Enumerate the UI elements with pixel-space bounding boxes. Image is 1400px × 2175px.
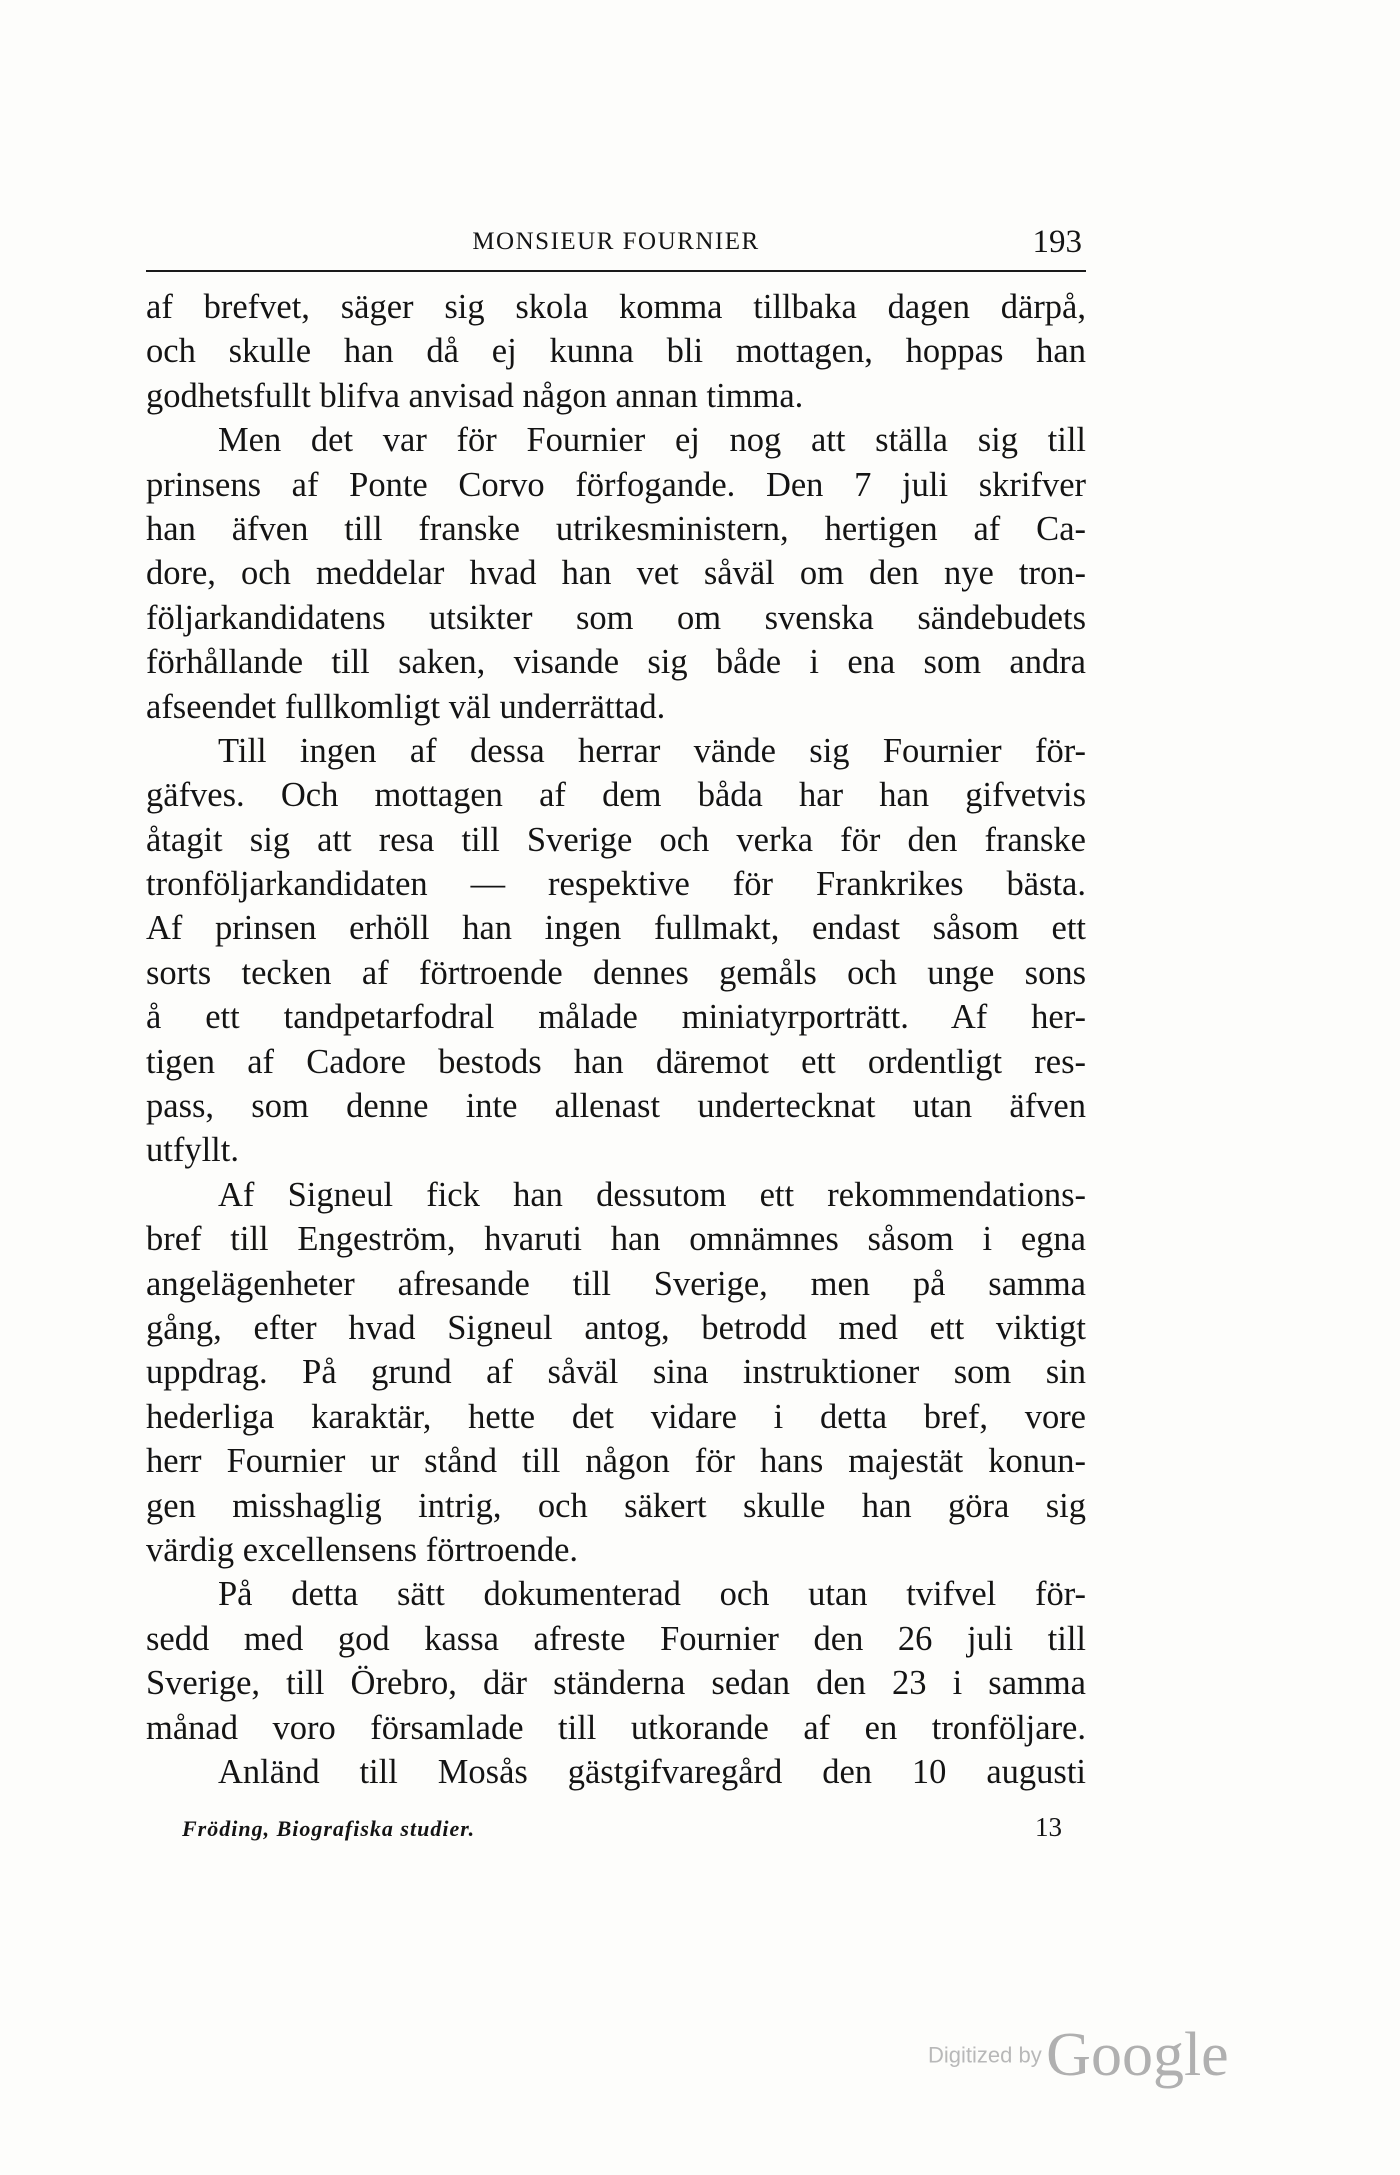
text-line: angelägenheter afresande till Sverige, men på samma: [146, 1264, 1086, 1303]
running-head-title: MONSIEUR FOURNIER: [472, 228, 760, 255]
running-header: [146, 222, 1086, 272]
text-line: Men det var för Fournier ej nog att ställa sig till: [218, 421, 1086, 460]
page-number: 193: [1032, 224, 1082, 260]
text-line: tigen af Cadore bestods han däremot ett ordentligt res-: [146, 1042, 1086, 1081]
google-logo: Google: [1046, 2021, 1229, 2089]
watermark-prefix: Digitized by: [928, 2042, 1042, 2068]
text-line: han äfven till franske utrikesministern, hertigen af Ca-: [146, 509, 1086, 548]
text-line: sedd med god kassa afreste Fournier den 26 juli till: [146, 1619, 1086, 1658]
text-line: dore, och meddelar hvad han vet såväl om den nye tron-: [146, 554, 1086, 593]
text-line: herr Fournier ur stånd till någon för hans majestät konun-: [146, 1442, 1086, 1481]
text-line: bref till Engeström, hvaruti han omnämnes såsom i egna: [146, 1220, 1086, 1259]
text-line: åtagit sig att resa till Sverige och verka för den franske: [146, 820, 1086, 859]
page-footer: [182, 1812, 1062, 1852]
text-line: gång, efter hvad Signeul antog, betrodd med ett viktigt: [146, 1308, 1086, 1347]
text-line: pass, som denne inte allenast undertecknat utan äfven: [146, 1087, 1086, 1126]
text-line: På detta sätt dokumenterad och utan tvifvel för-: [218, 1575, 1086, 1614]
text-line: uppdrag. På grund af såväl sina instruktioner som sin: [146, 1353, 1086, 1392]
text-line: godhetsfullt blifva anvisad någon annan timma.: [146, 376, 804, 415]
text-line: af brefvet, säger sig skola komma tillbaka dagen därpå,: [146, 288, 1086, 326]
text-line: och skulle han då ej kunna bli mottagen, hoppas han: [146, 332, 1086, 371]
text-line: prinsens af Ponte Corvo förfogande. Den 7 juli skrifver: [146, 465, 1086, 504]
text-line: Anländ till Mosås gästgifvaregård den 10 augusti: [218, 1752, 1086, 1791]
text-line: å ett tandpetarfodral målade miniatyrporträtt. Af her-: [146, 998, 1086, 1037]
text-line: värdig excellensens förtroende.: [146, 1530, 579, 1569]
signature-line: Fröding, Biografiska studier.: [182, 1816, 476, 1841]
digitized-watermark: [928, 2020, 1229, 2091]
text-line: utfyllt.: [146, 1131, 239, 1170]
text-line: tronföljarkandidaten — respektive för Frankrikes bästa.: [146, 865, 1086, 904]
text-line: Af prinsen erhöll han ingen fullmakt, endast såsom ett: [146, 909, 1086, 948]
text-line: månad voro församlade till utkorande af en tronföljare.: [146, 1708, 1086, 1747]
text-line: följarkandidatens utsikter som om svenska sändebudets: [146, 598, 1086, 637]
text-line: hederliga karaktär, hette det vidare i detta bref, vore: [146, 1397, 1086, 1436]
text-line: gäfves. Och mottagen af dem båda har han gifvetvis: [146, 776, 1086, 815]
text-line: Af Signeul fick han dessutom ett rekommendations-: [218, 1175, 1086, 1214]
text-line: förhållande till saken, visande sig både i ena som andra: [146, 643, 1086, 682]
body-text: [146, 285, 1086, 1794]
signature-number: 13: [1035, 1812, 1062, 1842]
text-line: Till ingen af dessa herrar vände sig Fournier för-: [218, 731, 1086, 770]
text-line: Sverige, till Örebro, där ständerna sedan den 23 i samma: [146, 1664, 1086, 1703]
text-line: afseendet fullkomligt väl underrättad.: [146, 687, 666, 726]
text-line: sorts tecken af förtroende dennes gemåls och unge sons: [146, 953, 1086, 992]
text-line: gen misshaglig intrig, och säkert skulle han göra sig: [146, 1486, 1086, 1525]
